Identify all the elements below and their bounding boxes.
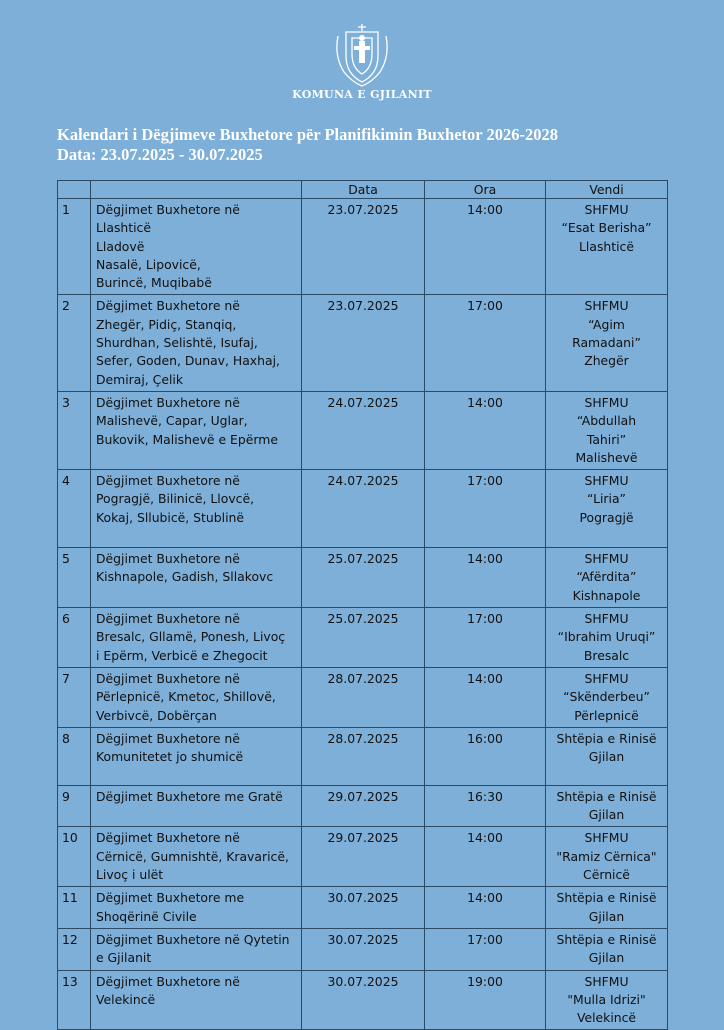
event-venue-line: SHFMU <box>584 670 629 686</box>
event-time: 16:00 <box>425 727 546 785</box>
row-number: 12 <box>58 928 91 970</box>
event-description-line: Demiraj, Çelik <box>96 371 184 387</box>
row-number: 3 <box>58 391 91 469</box>
event-description <box>91 548 302 608</box>
event-venue-line: SHFMU <box>584 973 629 989</box>
event-description-line: Zhegër, Pidiç, Stanqiq, <box>96 316 237 332</box>
event-description-line: Përlepnicë, Kmetoc, Shillovë, <box>96 689 276 705</box>
row-number: 7 <box>58 667 91 727</box>
event-venue-line: Gjilan <box>588 749 625 765</box>
event-venue-line: Zhegër <box>584 353 629 369</box>
event-time: 14:00 <box>425 391 546 469</box>
row-number: 6 <box>58 608 91 668</box>
event-venue <box>546 827 668 887</box>
row-number: 2 <box>58 295 91 391</box>
event-description-line: Dëgjimet Buxhetore në <box>96 394 240 410</box>
event-description-line: Malishevë, Capar, Uglar, <box>96 413 248 429</box>
event-description-line: Sefer, Goden, Dunav, Haxhaj, <box>96 353 280 369</box>
event-description-line: Pogragjë, Bilinicë, Llovcë, <box>96 491 255 507</box>
event-venue-line: "Mulla Idrizi" <box>567 991 646 1007</box>
event-description-line: Dëgjimet Buxhetore në Qytetin <box>96 931 290 947</box>
row-number: 4 <box>58 470 91 548</box>
event-description-line: Dëgjimet Buxhetore në <box>96 551 240 567</box>
event-venue-line: “Liria” <box>587 491 626 507</box>
event-description <box>91 928 302 970</box>
event-description <box>91 970 302 1030</box>
event-description-line: Verbivcë, Dobërçan <box>96 707 217 723</box>
event-description-line: Dëgjimet Buxhetore me Gratë <box>96 788 283 804</box>
event-venue <box>546 470 668 548</box>
event-date: 28.07.2025 <box>302 667 425 727</box>
event-description <box>91 887 302 929</box>
event-description <box>91 827 302 887</box>
row-number: 9 <box>58 785 91 827</box>
event-venue-line: Ramadani” <box>572 335 641 351</box>
event-date: 24.07.2025 <box>302 470 425 548</box>
event-date: 25.07.2025 <box>302 548 425 608</box>
event-venue-line: Përlepnicë <box>574 707 639 723</box>
event-description-line: Llashticë <box>96 220 151 236</box>
event-venue-line: Shtëpia e Rinisë <box>556 890 657 906</box>
event-description-line: Bukovik, Malishevë e Epërme <box>96 431 278 447</box>
event-description-line: Dëgjimet Buxhetore në <box>96 670 240 686</box>
table-row <box>58 727 668 785</box>
event-venue-line: SHFMU <box>584 298 629 314</box>
event-venue-line: Shtëpia e Rinisë <box>556 788 657 804</box>
event-description-line: Lladovë <box>96 238 145 254</box>
column-header-time: Ora <box>425 181 546 199</box>
event-description-line: Livoç i ulët <box>96 867 164 883</box>
event-date: 23.07.2025 <box>302 199 425 295</box>
event-time: 17:00 <box>425 608 546 668</box>
row-number: 11 <box>58 887 91 929</box>
event-venue-line: Pogragjë <box>579 509 634 525</box>
event-description <box>91 608 302 668</box>
event-description <box>91 667 302 727</box>
event-venue <box>546 391 668 469</box>
event-description-line: Velekincë <box>96 991 156 1007</box>
event-description-line: Dëgjimet Buxhetore në <box>96 830 240 846</box>
municipality-coat-of-arms-icon <box>332 22 392 88</box>
event-description-line: Cërnicë, Gumnishtë, Kravaricë, <box>96 848 289 864</box>
row-number: 5 <box>58 548 91 608</box>
event-description-line: Burincë, Muqibabë <box>96 275 212 291</box>
event-venue-line: Gjilan <box>588 807 625 823</box>
event-date: 24.07.2025 <box>302 391 425 469</box>
event-description <box>91 391 302 469</box>
event-time: 14:00 <box>425 199 546 295</box>
event-description-line: Dëgjimet Buxhetore në <box>96 611 240 627</box>
table-row <box>58 470 668 548</box>
event-venue-line: SHFMU <box>584 551 629 567</box>
document-title <box>57 125 558 165</box>
event-time: 17:00 <box>425 928 546 970</box>
event-venue-line: SHFMU <box>584 394 629 410</box>
event-date: 30.07.2025 <box>302 928 425 970</box>
column-header-venue: Vendi <box>546 181 668 199</box>
event-venue-line: Llashticë <box>579 238 634 254</box>
event-venue-line: Velekincë <box>576 1010 637 1026</box>
event-venue <box>546 928 668 970</box>
event-description-line: Dëgjimet Buxhetore në <box>96 730 240 746</box>
event-time: 16:30 <box>425 785 546 827</box>
table-row <box>58 667 668 727</box>
event-date: 23.07.2025 <box>302 295 425 391</box>
hearings-schedule-table <box>57 180 668 1030</box>
event-venue-line: SHFMU <box>584 473 629 489</box>
event-venue-line: “Skënderbeu” <box>563 689 650 705</box>
event-description-line: Dëgjimet Buxhetore në <box>96 473 240 489</box>
event-venue <box>546 887 668 929</box>
table-row <box>58 827 668 887</box>
event-description-line: Dëgjimet Buxhetore në <box>96 298 240 314</box>
event-venue-line: Bresalc <box>583 647 630 663</box>
event-venue <box>546 548 668 608</box>
column-header-event <box>91 181 302 199</box>
event-venue-line: Malishevë <box>575 449 638 465</box>
table-row <box>58 295 668 391</box>
event-time: 19:00 <box>425 970 546 1030</box>
event-venue-line: SHFMU <box>584 202 629 217</box>
event-venue-line: Kishnapole <box>572 587 641 603</box>
column-header-date: Data <box>302 181 425 199</box>
table-row <box>58 887 668 929</box>
event-venue-line: “Agim <box>588 316 625 332</box>
event-time: 14:00 <box>425 548 546 608</box>
event-description-line: Shoqërinë Civile <box>96 908 197 924</box>
organization-name: KOMUNA E GJILANIT <box>292 88 432 101</box>
event-venue-line: Shtëpia e Rinisë <box>556 730 657 746</box>
event-description-line: Dëgjimet Buxhetore në <box>96 973 240 989</box>
event-venue-line: “Esat Berisha” <box>561 220 652 236</box>
event-venue <box>546 199 668 295</box>
table-row <box>58 970 668 1030</box>
event-time: 17:00 <box>425 295 546 391</box>
event-description-line: Shurdhan, Selishtë, Isufaj, <box>96 335 258 351</box>
event-venue-line: Shtëpia e Rinisë <box>556 931 657 947</box>
event-description-line: Kokaj, Sllubicë, Stublinë <box>96 509 244 525</box>
row-number: 8 <box>58 727 91 785</box>
event-venue-line: “Ibrahim Uruqi” <box>557 629 656 645</box>
event-date: 30.07.2025 <box>302 887 425 929</box>
event-description-line: e Gjilanit <box>96 950 152 966</box>
event-venue <box>546 970 668 1030</box>
event-venue-line: SHFMU <box>584 830 629 846</box>
event-description-line: Dëgjimet Buxhetore në <box>96 202 240 217</box>
event-venue-line: Gjilan <box>588 908 625 924</box>
event-time: 14:00 <box>425 887 546 929</box>
event-venue-line: Gjilan <box>588 950 625 966</box>
row-number: 10 <box>58 827 91 887</box>
table-row <box>58 785 668 827</box>
event-venue-line: "Ramiz Cërnica" <box>556 848 657 864</box>
title-line-1: Kalendari i Dëgjimeve Buxhetore për Planifikimin Buxhetor 2026-2028 <box>57 125 558 144</box>
event-time: 14:00 <box>425 827 546 887</box>
event-description <box>91 470 302 548</box>
event-venue-line: SHFMU <box>584 611 629 627</box>
event-venue-line: Tahiri” <box>586 431 627 447</box>
event-time: 14:00 <box>425 667 546 727</box>
event-description <box>91 727 302 785</box>
event-description-line: i Epërm, Verbicë e Zhegocit <box>96 647 268 663</box>
title-line-2: Data: 23.07.2025 - 30.07.2025 <box>57 145 263 164</box>
row-number: 13 <box>58 970 91 1030</box>
event-venue <box>546 785 668 827</box>
event-description-line: Bresalc, Gllamë, Ponesh, Livoç <box>96 629 286 645</box>
event-description-line: Dëgjimet Buxhetore me <box>96 890 245 906</box>
event-date: 25.07.2025 <box>302 608 425 668</box>
event-venue-line: “Afërdita” <box>576 569 637 585</box>
event-description-line: Komunitetet jo shumicë <box>96 749 244 765</box>
event-date: 29.07.2025 <box>302 785 425 827</box>
event-description-line: Nasalë, Lipovicë, <box>96 256 201 272</box>
event-description <box>91 199 302 295</box>
event-date: 29.07.2025 <box>302 827 425 887</box>
event-date: 28.07.2025 <box>302 727 425 785</box>
table-header-row <box>58 181 668 199</box>
event-venue-line: “Abdullah <box>576 413 637 429</box>
table-row <box>58 391 668 469</box>
event-description <box>91 295 302 391</box>
row-number: 1 <box>58 199 91 295</box>
event-venue <box>546 727 668 785</box>
event-venue <box>546 667 668 727</box>
event-venue <box>546 295 668 391</box>
table-row <box>58 608 668 668</box>
column-header-number <box>58 181 91 199</box>
event-description <box>91 785 302 827</box>
event-date: 30.07.2025 <box>302 970 425 1030</box>
event-venue <box>546 608 668 668</box>
event-time: 17:00 <box>425 470 546 548</box>
event-description-line: Kishnapole, Gadish, Sllakovc <box>96 569 274 585</box>
table-row <box>58 199 668 295</box>
event-venue-line: Cërnicë <box>583 867 630 883</box>
table-row <box>58 548 668 608</box>
table-row <box>58 928 668 970</box>
